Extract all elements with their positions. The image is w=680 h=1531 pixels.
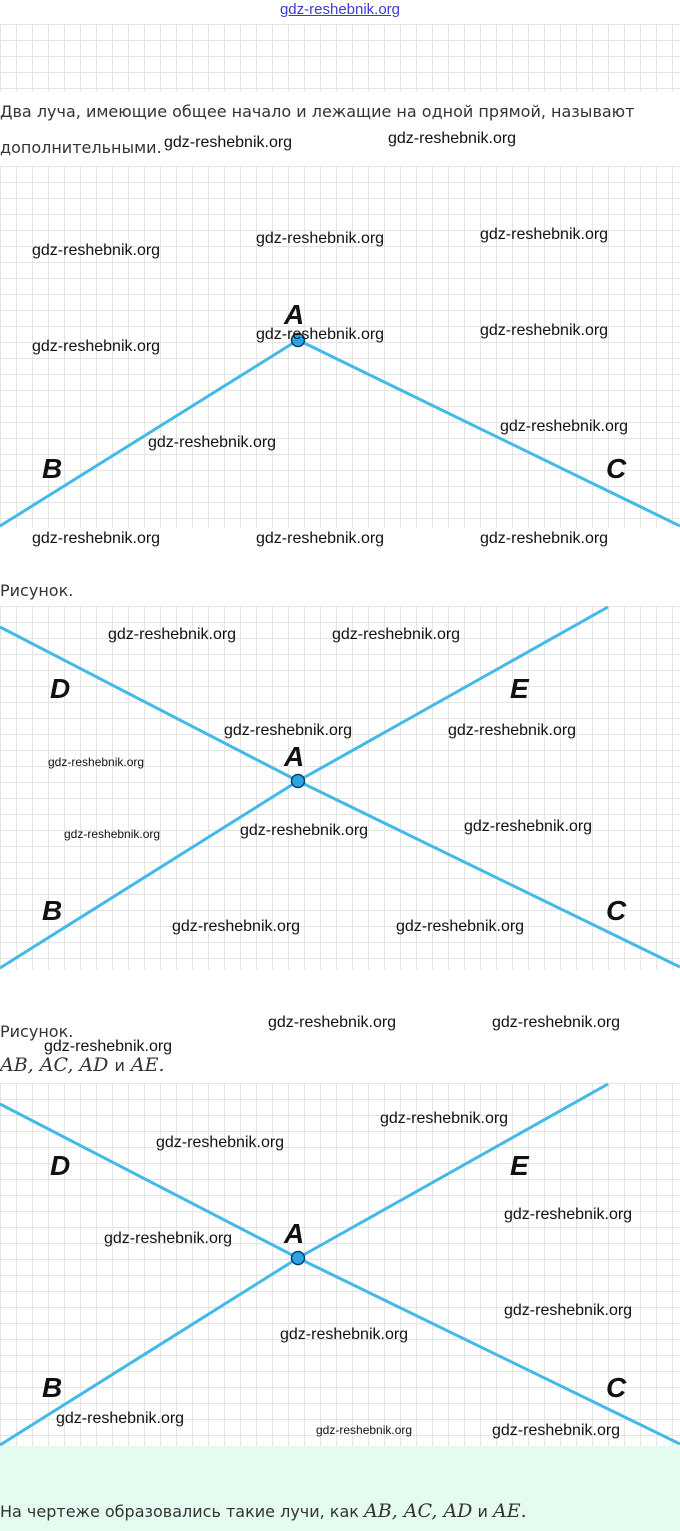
answer-ae: AE. [493,1500,527,1522]
label-b: B [42,895,63,926]
watermark: gdz-reshebnik.org [256,326,385,343]
ray-ae-label: AE. [130,1054,165,1076]
definition-line-2: дополнительными. [0,138,162,157]
ray-ab [0,340,298,526]
answer-text [0,1500,527,1522]
ray-ac [298,781,680,967]
watermark: gdz-reshebnik.org [280,1326,409,1343]
rays-math: AB, AC, AD [0,1054,109,1076]
watermark: gdz-reshebnik.org [480,322,609,339]
watermark: gdz-reshebnik.org [108,626,237,643]
ray-ab [0,781,301,968]
watermark: gdz-reshebnik.org [164,134,293,151]
watermark: gdz-reshebnik.org [464,818,593,835]
watermark: gdz-reshebnik.org [44,1038,173,1055]
watermark: gdz-reshebnik.org [480,226,609,243]
watermark: gdz-reshebnik.org [64,827,161,841]
watermark: gdz-reshebnik.org [48,755,145,769]
watermark: gdz-reshebnik.org [156,1134,285,1151]
ray-ad [0,627,298,781]
answer-box [0,1446,680,1531]
watermark: gdz-reshebnik.org [32,530,161,547]
rays-list [0,1054,165,1076]
caption-2: Рисунок. [0,1022,74,1041]
watermark: gdz-reshebnik.org [448,722,577,739]
ray-ac [298,1258,680,1444]
site-header-link[interactable]: gdz-reshebnik.org [279,1,401,18]
label-d: D [50,1150,71,1181]
label-a: A [284,1218,305,1249]
watermark: gdz-reshebnik.org [480,530,609,547]
watermark: gdz-reshebnik.org [148,434,277,451]
watermark: gdz-reshebnik.org [172,918,301,935]
rays-and: и [114,1056,125,1075]
watermark: gdz-reshebnik.org [32,338,161,355]
label-c: C [606,1372,627,1403]
watermark: gdz-reshebnik.org [256,530,385,547]
watermark: gdz-reshebnik.org [504,1302,633,1319]
watermark: gdz-reshebnik.org [316,1423,413,1437]
watermark: gdz-reshebnik.org [380,1110,509,1127]
label-d: D [50,673,71,704]
watermark: gdz-reshebnik.org [240,822,369,839]
point-a [292,775,305,788]
watermark: gdz-reshebnik.org [388,130,517,147]
label-c: C [606,895,627,926]
watermark: gdz-reshebnik.org [332,626,461,643]
watermark: gdz-reshebnik.org [224,722,353,739]
label-a: A [284,299,305,330]
answer-prefix: На чертеже образовались такие лучи, как [0,1502,359,1521]
grid-strip-top [0,24,680,92]
label-e: E [510,1150,529,1181]
watermark: gdz-reshebnik.org [492,1014,621,1031]
watermark: gdz-reshebnik.org [500,418,629,435]
watermark: gdz-reshebnik.org [396,918,525,935]
answer-and: и [477,1502,488,1521]
label-c: C [606,453,627,484]
watermark: gdz-reshebnik.org [104,1230,233,1247]
answer-math: AB, AC, AD [364,1500,473,1522]
figure-2 [0,606,680,970]
watermark: gdz-reshebnik.org [32,242,161,259]
watermark: gdz-reshebnik.org [56,1410,185,1427]
label-b: B [42,1372,63,1403]
figure-3 [0,1083,680,1446]
watermark: gdz-reshebnik.org [256,230,385,247]
watermark: gdz-reshebnik.org [504,1206,633,1223]
definition-line-1: Два луча, имеющие общее начало и лежащие на одной прямой, называют [0,102,635,121]
label-e: E [510,673,529,704]
watermark: gdz-reshebnik.org [492,1422,621,1439]
label-b: B [42,453,63,484]
label-a: A [284,741,305,772]
watermark: gdz-reshebnik.org [268,1014,397,1031]
caption-1: Рисунок. [0,581,74,600]
point-a [292,1252,305,1265]
